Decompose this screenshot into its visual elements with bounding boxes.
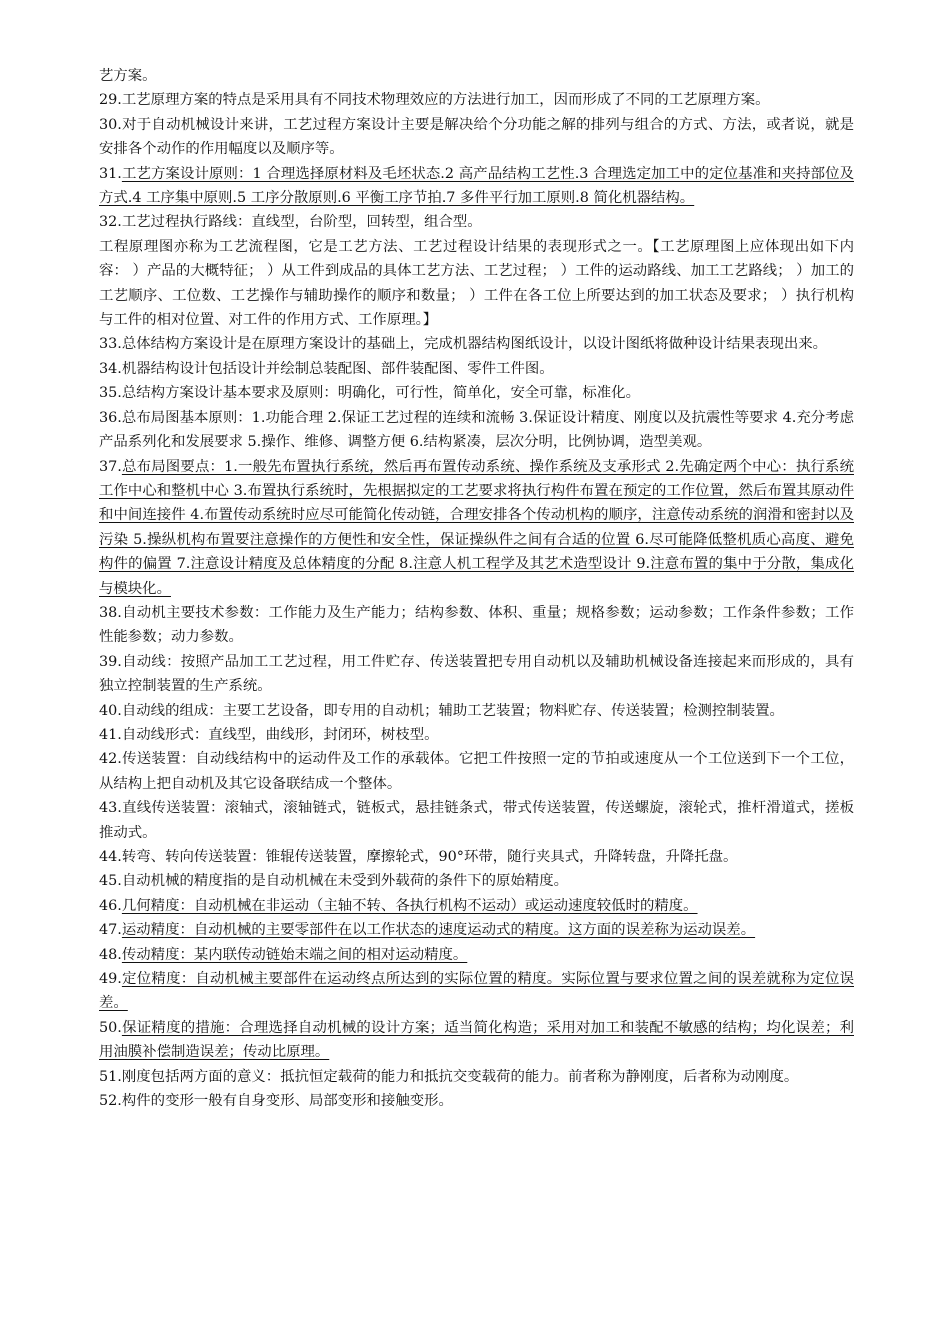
item-number: 37. <box>99 458 122 475</box>
paragraph-29 <box>99 88 854 112</box>
paragraph-text: 总布局图基本原则：1.功能合理 2.保证工艺过程的连续和流畅 3.保证设计精度、刚度以及抗震性等要求 4.充分考虑产品系列化和发展要求 5.操作、维修、调整方便 6.结构紧凑，层次分明，比例协调，造型美观。 <box>99 409 854 451</box>
paragraph-text: 艺方案。 <box>99 68 157 84</box>
item-number: 30. <box>99 116 122 133</box>
paragraph-48 <box>99 943 854 967</box>
paragraph-36 <box>99 406 854 455</box>
paragraph-text: 刚度包括两方面的意义：抵抗恒定载荷的能力和抵抗交变载荷的能力。前者称为静刚度，后者称为动刚度。 <box>121 1068 799 1085</box>
item-number: 42. <box>99 751 122 768</box>
item-number: 44. <box>99 849 122 865</box>
item-number: 29. <box>99 92 122 109</box>
item-number: 47. <box>99 922 122 939</box>
paragraph-text: 对于自动机械设计来讲，工艺过程方案设计主要是解决给个分功能之解的排列与组合的方式、方法，或者说，就是安排各个动作的作用幅度以及顺序等。 <box>99 116 854 158</box>
paragraph-text: 自动机械的精度指的是自动机械在未受到外载荷的条件下的原始精度。 <box>121 873 569 890</box>
paragraph-35 <box>99 381 854 405</box>
item-number: 35. <box>99 385 122 402</box>
paragraph-42 <box>99 747 854 796</box>
item-number: 49. <box>99 971 122 988</box>
item-number: 36. <box>99 409 122 426</box>
underlined-text: 定位精度：自动机械主要部件在运动终点所达到的实际位置的精度。实际位置与要求位置之间的误差就称为定位误差。 <box>99 971 854 1012</box>
item-number: 31. <box>99 165 122 182</box>
paragraph-text: 工程原理图亦称为工艺流程图，它是工艺方法、工艺过程设计结果的表现形式之一。【工艺原理图上应体现出如下内容： ）产品的大概特征； ）从工件到成品的具体工艺方法、工艺过程； ）工件的运动路线、加工工艺路线； ）加工的工艺顺序、工位数、工艺操作与辅助操作的顺序和数量； ）工件在各工位上所要达到的加工状态及要求； ）执行机构与工件的相对位置、对工件的作用方式、工作原理。】 <box>99 238 854 329</box>
item-number: 51. <box>99 1068 122 1085</box>
item-number: 43. <box>99 800 122 817</box>
paragraph-50 <box>99 1016 854 1065</box>
paragraph-34 <box>99 357 854 381</box>
item-number: 33. <box>99 336 122 353</box>
paragraph-45 <box>99 869 854 893</box>
paragraph-text: 工艺过程执行路线：直线型，台阶型，回转型，组合型。 <box>121 214 482 231</box>
item-number: 48. <box>99 946 122 963</box>
paragraph-33 <box>99 332 854 356</box>
paragraph-52 <box>99 1089 854 1113</box>
paragraph-47 <box>99 918 854 942</box>
paragraph-46 <box>99 894 854 918</box>
underlined-text: 保证精度的措施：合理选择自动机械的设计方案；适当简化构造；采用对加工和装配不敏感的结构；均化误差；利用油膜补偿制造误差；传动比原理。 <box>99 1019 854 1061</box>
paragraph-text: 传送装置：自动线结构中的运动件及工作的承载体。它把工件按照一定的节拍或速度从一个工位送到下一个工位，从结构上把自动机及其它设备联结成一个整体。 <box>99 751 854 792</box>
paragraph-51 <box>99 1065 854 1089</box>
paragraph-text: 直线传送装置：滚轴式，滚轴链式，链板式，悬挂链条式，带式传送装置，传送螺旋，滚轮式，推杆滑道式，搓板推动式。 <box>99 800 854 841</box>
paragraph-text: 自动线形式：直线型，曲线形，封闭环，树枝型。 <box>121 726 439 743</box>
item-number: 41. <box>99 726 122 743</box>
paragraph-31 <box>99 162 854 211</box>
underlined-text: 几何精度：自动机械在非运动（主轴不转、各执行机构不运动）或运动速度较低时的精度。 <box>121 897 698 914</box>
underlined-text: 工艺方案设计原则：1 合理选择原材料及毛坯状态.2 高产品结构工艺性.3 合理选定加工中的定位基准和夹持部位及方式.4 工序集中原则.5 工序分散原则.6 平衡工序节拍.7 多件平行加工原则.8 简化机器结构。 <box>99 165 854 207</box>
underlined-text: 总布局图要点：1.一般先布置执行系统，然后再布置传动系统、操作系统及支承形式 2.先确定两个中心：执行系统工作中心和整机中心 3.布置执行系统时，先根据拟定的工艺要求将执行构件布置在预定的工作位置，然后布置其原动件和中间连接件 4.布置传动系统时应尽可能简化传动链，合理安排各个传动机构的顺序，注意传动系统的润滑和密封以及污染 5.操纵机构布置要注意操作的方便性和安全性，保证操纵件之间有合适的位置 6.尽可能降低整机质心高度、避免构件的偏置 7.注意设计精度及总体精度的分配 8.注意人机工程学及其艺术造型设计 9.注意布置的集中于分散，集成化与模块化。 <box>99 458 854 597</box>
paragraph-41 <box>99 723 854 747</box>
item-number: 34. <box>99 360 122 377</box>
item-number: 50. <box>99 1019 122 1036</box>
paragraph-40 <box>99 699 854 723</box>
paragraph-37 <box>99 455 854 601</box>
item-number: 39. <box>99 653 122 670</box>
paragraph-process-diagram <box>99 235 854 333</box>
paragraph-32 <box>99 210 854 234</box>
item-number: 40. <box>99 702 122 719</box>
paragraph-39 <box>99 650 854 699</box>
paragraph-text: 自动线：按照产品加工工艺过程，用工件贮存、传送装置把专用自动机以及辅助机械设备连接起来而形成的，具有独立控制装置的生产系统。 <box>99 653 854 695</box>
paragraph-text: 总结构方案设计基本要求及原则：明确化，可行性，简单化，安全可靠，标准化。 <box>121 385 640 402</box>
item-number: 45. <box>99 873 122 890</box>
paragraph-text: 总体结构方案设计是在原理方案设计的基础上，完成机器结构图纸设计，以设计图纸将做种设计结果表现出来。 <box>121 336 828 353</box>
paragraph-30 <box>99 113 854 162</box>
underlined-text: 传动精度：某内联传动链始末端之间的相对运动精度。 <box>121 946 468 963</box>
underlined-text: 运动精度：自动机械的主要零部件在以工作状态的速度运动式的精度。这方面的误差称为运动误差。 <box>121 922 756 939</box>
paragraph-38 <box>99 601 854 650</box>
item-number: 32. <box>99 214 122 231</box>
paragraph-text: 构件的变形一般有自身变形、局部变形和接触变形。 <box>121 1093 453 1110</box>
paragraph-43 <box>99 796 854 845</box>
item-number: 38. <box>99 604 122 621</box>
item-number: 52. <box>99 1093 122 1110</box>
paragraph-text: 自动机主要技术参数：工作能力及生产能力；结构参数、体积、重量；规格参数；运动参数；工作条件参数；工作性能参数；动力参数。 <box>99 604 854 646</box>
paragraph-text: 自动线的组成：主要工艺设备，即专用的自动机；辅助工艺装置；物料贮存、传送装置；检测控制装置。 <box>121 702 784 719</box>
paragraph-28-tail <box>99 64 854 88</box>
paragraph-text: 工艺原理方案的特点是采用具有不同技术物理效应的方法进行加工，因而形成了不同的工艺原理方案。 <box>121 92 770 109</box>
item-number: 46. <box>99 897 122 914</box>
paragraph-text: 转弯、转向传送装置：锥辊传送装置，摩擦轮式，90°环带，随行夹具式，升降转盘，升降托盘。 <box>121 849 738 865</box>
paragraph-49 <box>99 967 854 1016</box>
paragraph-text: 机器结构设计包括设计并绘制总装配图、部件装配图、零件工件图。 <box>121 360 554 377</box>
paragraph-44 <box>99 845 854 869</box>
